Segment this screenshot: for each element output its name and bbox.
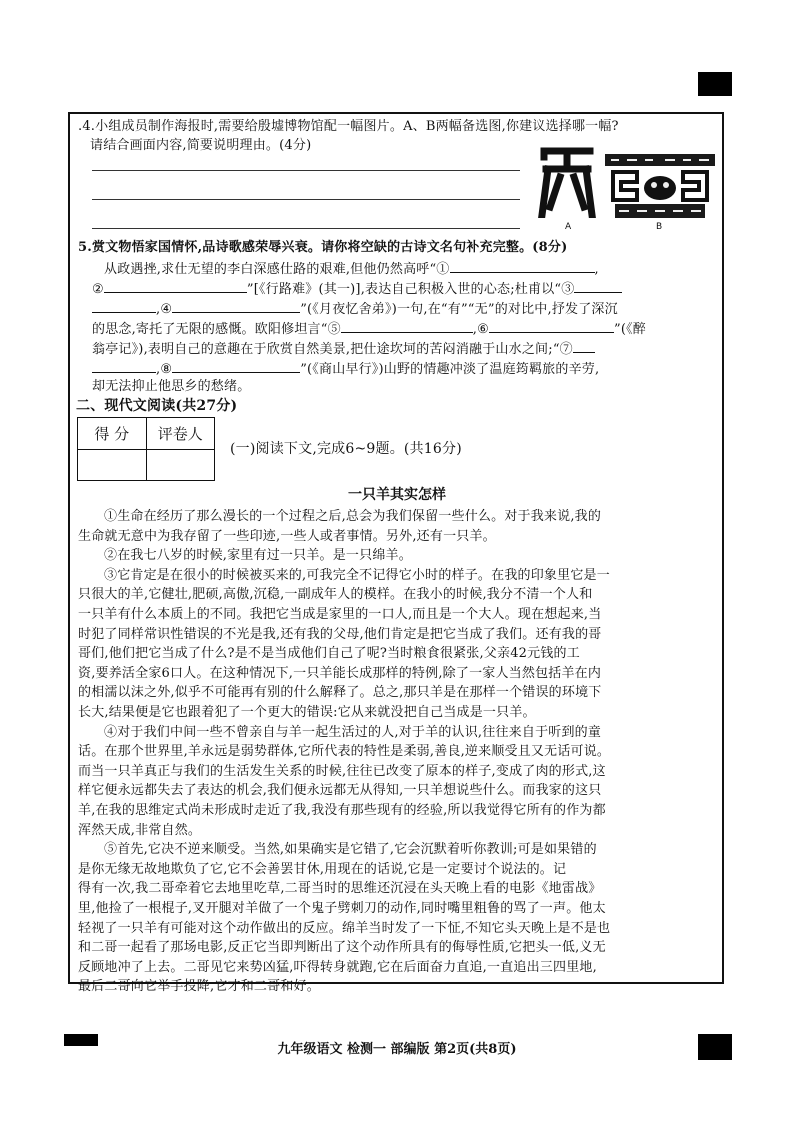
- blank-4[interactable]: [172, 298, 300, 313]
- registration-mark-top-right: [698, 72, 732, 96]
- q5-line6-num: ,⑧: [156, 362, 173, 377]
- q5-heading: 5.赏文物悟家国情怀,品诗歌感荣辱兴衰。请你将空缺的古诗文名句补充完整。(8分): [78, 240, 568, 255]
- article-line: 时犯了同样常识性错误的不光是我,还有我的父母,他们肯定是把它当成了我们。还有我的哥: [78, 626, 602, 642]
- q5-line1-text: 从政遇挫,求仕无望的李白深感仕路的艰难,但他仍然高呼“①: [104, 262, 450, 277]
- q5-line6-text: ”(《商山早行》)山野的情趣冲淡了温庭筠羁旅的辛劳,: [300, 362, 600, 377]
- article-title: 一只羊其实怎样: [348, 487, 446, 503]
- score-table: [77, 417, 215, 481]
- blank-6[interactable]: [489, 318, 614, 333]
- article-line: 生命就无意中为我存留了一些印迹,一些人或者事情。另外,还有一只羊。: [78, 528, 496, 544]
- q5-line5: [92, 338, 595, 359]
- article-line: 里,他捡了一根棍子,叉开腿对羊做了一个鬼子劈刺刀的动作,同时嘴里粗鲁的骂了一声。他太: [78, 901, 606, 916]
- article-line: 浑然天成,非常自然。: [78, 822, 202, 838]
- article-line: 而当一只羊真正与我们的生活发生关系的时候,往往已改变了原本的样子,变成了肉的形式,这: [78, 763, 606, 779]
- figure-b-bronze-pattern: [605, 150, 715, 222]
- q4-answer-line-2: [92, 199, 520, 200]
- q5-line4-num: ,⑥: [472, 322, 489, 337]
- blank-7[interactable]: [573, 338, 595, 353]
- q5-line2: [92, 278, 622, 299]
- q5-line6: [92, 358, 599, 379]
- article-line: 最后二哥向它举手投降,它才和二哥和好。: [78, 979, 320, 995]
- grader-cell[interactable]: [146, 449, 215, 481]
- q5-line1: [104, 258, 599, 279]
- article-line: 资,要养活全家6口人。在这种情况下,一只羊能长成那样的特例,除了一家人当然包括羊在内: [78, 665, 602, 681]
- q5-line2-num: ②: [92, 282, 104, 297]
- blank-2[interactable]: [104, 278, 247, 293]
- blank-7-cont[interactable]: [92, 358, 156, 373]
- article-line: 样它便永远都失去了表达的机会,我们便永远都无从得知,一只羊想说些什么。而我家的这只: [78, 783, 602, 799]
- article-line: ③它肯定是在很小的时候被买来的,可我完全不记得它小时的样子。在我的印象里它是一: [104, 567, 610, 583]
- q5-line3-text: ”(《月夜忆舍弟》)一句,在“有”“无”的对比中,抒发了深沉: [300, 302, 618, 317]
- q4-text-line2: 请结合画面内容,简要说明理由。(4分): [90, 138, 312, 153]
- blank-1[interactable]: [450, 258, 595, 273]
- q5-line7: 却无法抑止他思乡的愁绪。: [92, 379, 251, 394]
- q5-line4: [92, 318, 646, 339]
- section2-heading: 二、现代文阅读(共27分): [76, 398, 238, 414]
- article-line: 反顾地冲了上去。二哥见它来势凶猛,吓得转身就跑,它在后面奋力直追,一直追出三四里地,: [78, 959, 597, 975]
- article-line: ①生命在经历了那么漫长的一个过程之后,总会为我们保留一些什么。对于我来说,我的: [104, 509, 602, 524]
- article-line: ⑤首先,它决不逆来顺受。当然,如果确实是它错了,它会沉默着听你教训;可是如果错的: [104, 842, 597, 858]
- article-line: 只很大的羊,它健壮,肥硕,高傲,沉稳,一副成年人的模样。在我小的时候,我分不清一个人和: [78, 587, 593, 603]
- article-line: ④对于我们中间一些不曾亲自与羊一起生活过的人,对于羊的认识,往往来自于听到的童: [104, 724, 602, 740]
- q4-text-line1: .4.小组成员制作海报时,需要给殷墟博物馆配一幅图片。A、B两幅备选图,你建议选择哪一幅?: [78, 119, 619, 134]
- section2-intro: (一)阅读下文,完成6~9题。(共16分): [230, 441, 462, 457]
- q4-answer-line-1: [92, 170, 520, 171]
- article-line: 羊,在我的思维定式尚未形成时走近了我,我没有那些现有的经验,所以我觉得它所有的作为都: [78, 803, 606, 818]
- q5-line4-end: ”(《醉: [613, 322, 646, 337]
- figure-a-label: A: [565, 222, 572, 232]
- article-line: 的相濡以沫之外,似乎不可能再有别的什么解释了。总之,那只羊是在那样一个错误的环境下: [78, 685, 602, 701]
- article-line: 是你无缘无故地欺负了它,它不会善罢甘休,用现在的话说,它是一定要讨个说法的。记: [78, 861, 567, 877]
- article-line: 得有一次,我二哥牵着它去地里吃草,二哥当时的思维还沉浸在头天晚上看的电影《地雷战》: [78, 881, 602, 897]
- q5-line3-num: ,④: [156, 302, 173, 317]
- figure-a-oracle-glyph: [538, 143, 596, 218]
- grader-label: 评卷人: [146, 418, 215, 450]
- article-line: 和二哥一起看了那场电影,反正它当即判断出了这个动作所具有的侮辱性质,它把头一低,义无: [78, 940, 606, 956]
- blank-3-cont[interactable]: [92, 298, 156, 313]
- article-line: 一只羊有什么本质上的不同。我把它当成是家里的一口人,而且是一个大人。现在想起来,当: [78, 607, 602, 622]
- q4-answer-line-3: [92, 228, 520, 229]
- article-line: 长大,结果便是它也跟着犯了一个更大的错误:它从来就没把自己当成是一只羊。: [78, 705, 536, 720]
- q5-line5-text: 翁亭记》),表明自己的意趣在于欣赏自然美景,把仕途坎坷的苦闷消融于山水之间;“⑦: [92, 342, 573, 357]
- q5-line1-end: ,: [594, 262, 599, 277]
- blank-8[interactable]: [172, 358, 300, 373]
- article-line: 话。在那个世界里,羊永远是弱势群体,它所代表的特性是柔弱,善良,逆来顺受且又无话可说。: [78, 744, 611, 760]
- article-line: ②在我七八岁的时候,家里有过一只羊。是一只绵羊。: [104, 548, 412, 564]
- page-footer: 九年级语文 检测一 部编版 第2页(共8页): [277, 1042, 517, 1057]
- score-label: 得 分: [78, 418, 147, 450]
- q5-line2-text: ”[《行路难》(其一)],表达自己积极入世的心态;杜甫以“③: [246, 282, 575, 297]
- blank-5[interactable]: [341, 318, 473, 333]
- article-line: 哥们,他们把它当成了什么?是不是当成他们自己了呢?当时粮食很紧张,父亲42元钱的工: [78, 646, 580, 662]
- article-line: 轻视了一只羊有可能对这个动作做出的反应。绵羊当时发了一下怔,不知它头天晚上是不是也: [78, 920, 611, 936]
- figure-b-label: B: [656, 222, 663, 232]
- score-cell[interactable]: [78, 449, 147, 481]
- q5-line4-text: 的思念,寄托了无限的感慨。欧阳修坦言“⑤: [92, 322, 341, 337]
- q5-line3: [92, 298, 618, 319]
- blank-3[interactable]: [574, 278, 622, 293]
